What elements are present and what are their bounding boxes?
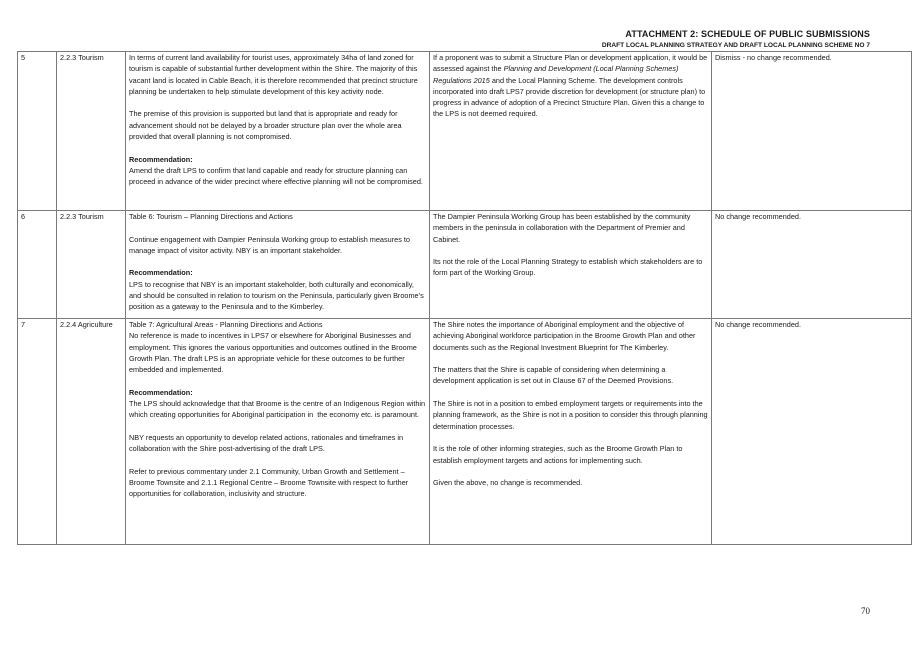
officer-recommendation: No change recommended. <box>712 319 912 545</box>
page-number: 70 <box>861 606 870 616</box>
submissions-table <box>17 51 912 545</box>
recommendation-text: LPS to recognise that NBY is an important stakeholder, both culturally and economically, and should be consulted in relation to tourism on the Peninsula, particularly given Broome’s position as a gateway to the Peninsula and to the Kimberley. <box>129 279 426 312</box>
response-paragraph: The Shire notes the importance of Aboriginal employment and the objective of achieving Aboriginal workforce participation in the Broome Growth Plan and other documents such as the Regional Investment Blueprint for The Kimberley. <box>433 320 698 352</box>
shire-response <box>430 319 712 545</box>
response-paragraph: Its not the role of the Local Planning Strategy to establish which stakeholders are to form part of the Working Group. <box>433 257 705 278</box>
shire-response <box>430 52 712 211</box>
response-text: If a proponent was to submit a Structure Plan or development application, it would be assessed against the <box>433 53 710 74</box>
submission-paragraph: The premise of this provision is supported but land that is appropriate and ready for advancement should not be delayed by a broader structure plan over the whole area provided that overall planning is not compromised. <box>129 109 404 142</box>
regulation-title: Planning and Development (Local Planning Schemes) Regulations 2015 <box>433 64 681 85</box>
submission-text <box>126 52 430 211</box>
recommendation-heading: Recommendation: <box>129 387 193 397</box>
submission-text <box>126 319 430 545</box>
submission-number: 5 <box>18 52 57 211</box>
submission-text <box>126 211 430 319</box>
response-paragraph <box>433 52 709 120</box>
recommendation-text: The LPS should acknowledge that that Broome is the centre of an Indigenous Region within which creating opportunities for Aboriginal participation in the economy etc. is paramount. <box>129 399 428 420</box>
submission-paragraph: Table 6: Tourism – Planning Directions and Actions <box>129 212 293 221</box>
section-reference: 2.2.4 Agriculture <box>57 319 126 545</box>
recommendation-text: Amend the draft LPS to confirm that land capable and ready for structure planning can proceed in advance of the wider precinct where effective planning will not be compromised. <box>129 165 423 187</box>
table-row <box>18 52 912 211</box>
section-reference: 2.2.3 Tourism <box>57 52 126 211</box>
attachment-subtitle: DRAFT LOCAL PLANNING STRATEGY AND DRAFT LOCAL PLANNING SCHEME NO 7 <box>601 42 870 49</box>
submission-paragraph: In terms of current land availability for tourist uses, approximately 34ha of land zoned for tourism is capable of substantial further development within the Shire. The majority of this vacant land is located in Cable Beach, it is therefore recommended that precinct structure planning be undertaken to help stimulate development of this key activity node. <box>129 53 420 96</box>
response-paragraph: Given the above, no change is recommended. <box>433 478 583 488</box>
recommendation-heading: Recommendation: <box>129 268 193 278</box>
table-row <box>18 319 912 545</box>
response-paragraph: The matters that the Shire is capable of considering when determining a development application is set out in Clause 67 of the Deemed Provisions. <box>433 365 674 386</box>
table-row <box>18 211 912 319</box>
response-paragraph: It is the role of other informing strategies, such as the Broome Growth Plan to establish employment targets and actions for implementing such. <box>433 444 685 465</box>
recommendation-heading: Recommendation: <box>129 154 193 164</box>
submission-number: 6 <box>18 211 57 319</box>
response-paragraph: The Dampier Peninsula Working Group has been established by the community members in the peninsula in collaboration with the Department of Premier and Cabinet. <box>433 212 693 244</box>
shire-response <box>430 211 712 319</box>
attachment-title: ATTACHMENT 2: SCHEDULE OF PUBLIC SUBMISSIONS <box>625 29 870 39</box>
section-reference: 2.2.3 Tourism <box>57 211 126 319</box>
submission-paragraph: Continue engagement with Dampier Peninsula Working group to establish measures to manage impact of visitor activity. NBY is an important stakeholder. <box>129 234 412 255</box>
submission-paragraph: NBY requests an opportunity to develop related actions, rationales and timeframes in collaboration with the Shire post-advertising of the draft LPS. <box>129 432 406 454</box>
submission-paragraph: Table 7: Agricultural Areas - Planning Directions and Actions No reference is made to incentives in LPS7 or elsewhere for Aboriginal Businesses and employment. This ignores the various opportunities and outcomes outlined in the Broome Growth Plan. The draft LPS is an appropriate vehicle for these outcomes to be further embedded and implemented. <box>129 320 417 375</box>
officer-recommendation: Dismiss - no change recommended. <box>712 52 912 211</box>
submission-number: 7 <box>18 319 57 545</box>
submission-paragraph: Refer to previous commentary under 2.1 Community, Urban Growth and Settlement – Broome Townsite and 2.1.1 Regional Centre – Broome Townsite with respect to further opportunities for collaboration, inclusivity and structure. <box>129 466 411 499</box>
response-text: and the Local Planning Scheme. The development controls incorporated into draft LPS7 provide discretion for development (or structure plan) to progress in advance of adoption of a Precinct Structure Plan. Given this a change to the LPS is not deemed required. <box>433 75 708 119</box>
officer-recommendation: No change recommended. <box>712 211 912 319</box>
response-paragraph: The Shire is not in a position to embed employment targets or requirements into the planning framework, as the Shire is not in a position to consider this through planning determination processes. <box>433 399 710 431</box>
